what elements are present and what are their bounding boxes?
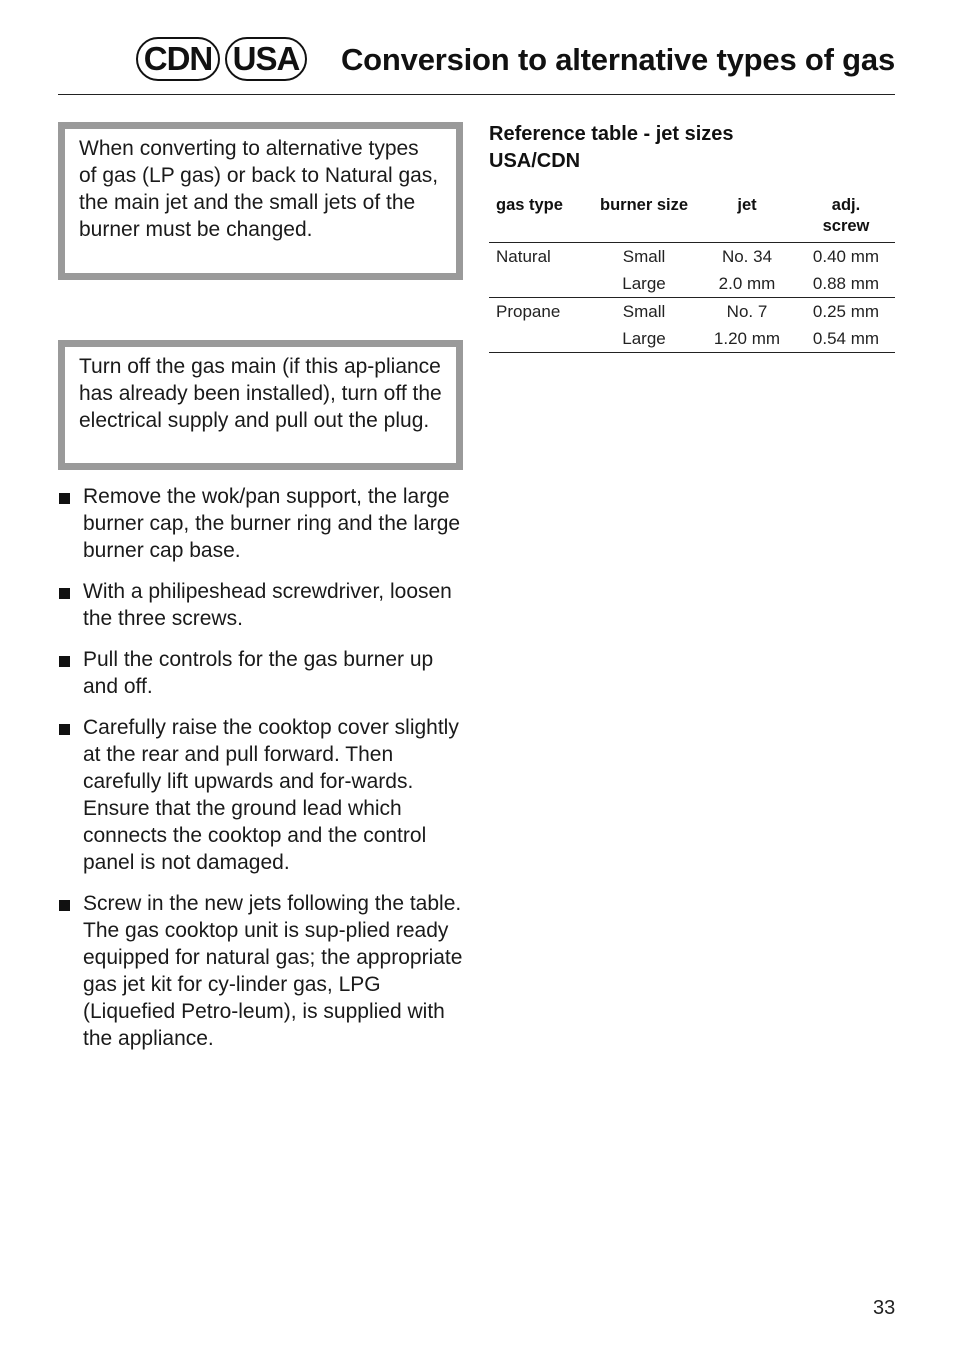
usa-badge: USA bbox=[225, 37, 307, 81]
adj-screw-cell: 0.40 mm bbox=[812, 247, 880, 266]
list-item bbox=[58, 578, 468, 632]
gas-type-cell bbox=[489, 270, 591, 298]
reference-table-title-line1: Reference table - jet sizes bbox=[489, 123, 734, 145]
gas-type-cell bbox=[489, 325, 591, 353]
burner-size-cell: Large bbox=[591, 270, 697, 298]
step-text: Carefully raise the cooktop cover slightly at the rear and pull forward. Then carefully lift upwards and for-wards. Ensure that the ground lead which connects the cooktop and the control panel is not damaged. bbox=[83, 716, 459, 874]
square-bullet-icon bbox=[59, 724, 70, 735]
list-item bbox=[58, 890, 468, 1052]
square-bullet-icon bbox=[59, 588, 70, 599]
square-bullet-icon bbox=[59, 900, 70, 911]
burner-size-cell: Small bbox=[622, 247, 666, 266]
step-text: With a philipeshead screwdriver, loosen the three screws. bbox=[83, 580, 452, 630]
adj-screw-header bbox=[797, 193, 895, 243]
burner-size-header: burner size bbox=[591, 193, 697, 243]
jet-header: jet bbox=[697, 193, 797, 243]
adj-screw-cell: 0.25 mm bbox=[812, 302, 880, 321]
page-title: Conversion to alternative types of gas bbox=[341, 42, 895, 77]
adj-screw-header-line1: adj. bbox=[831, 196, 861, 214]
page-number: 33 bbox=[873, 1297, 896, 1319]
table-row bbox=[489, 298, 895, 326]
step-text: Pull the controls for the gas burner up and off. bbox=[83, 648, 434, 698]
step-text: Remove the wok/pan support, the large burner cap, the burner ring and the large burner cap base. bbox=[83, 485, 461, 562]
list-item bbox=[58, 483, 468, 564]
adj-screw-cell: 0.54 mm bbox=[797, 325, 895, 353]
instruction-steps-list bbox=[58, 483, 468, 1066]
burner-size-cell: Large bbox=[591, 325, 697, 353]
square-bullet-icon bbox=[59, 656, 70, 667]
jet-cell: No. 7 bbox=[726, 302, 768, 321]
square-bullet-icon bbox=[59, 493, 70, 504]
list-item bbox=[58, 714, 468, 876]
jet-cell: 1.20 mm bbox=[697, 325, 797, 353]
reference-table-title-line2: USA/CDN bbox=[489, 150, 581, 172]
table-row bbox=[489, 270, 895, 298]
gas-type-header: gas type bbox=[489, 193, 591, 243]
jet-size-table bbox=[489, 193, 895, 353]
conversion-notice-box: When converting to alternative types of gas (LP gas) or back to Natural gas, the main jet and the small jets of the burner must be changed. bbox=[58, 122, 463, 280]
adj-screw-cell: 0.88 mm bbox=[797, 270, 895, 298]
page-header bbox=[58, 34, 895, 95]
adj-screw-header-line2: screw bbox=[822, 217, 870, 235]
table-row bbox=[489, 243, 895, 271]
list-item bbox=[58, 646, 468, 700]
burner-size-cell: Small bbox=[622, 302, 666, 321]
cdn-badge: CDN bbox=[136, 37, 220, 81]
safety-notice-box: Turn off the gas main (if this ap-pliance has already been installed), turn off the electrical supply and pull out the plug. bbox=[58, 340, 463, 470]
reference-table-title bbox=[489, 121, 734, 175]
jet-cell: 2.0 mm bbox=[697, 270, 797, 298]
gas-type-cell: Propane bbox=[496, 302, 561, 321]
table-row bbox=[489, 325, 895, 353]
table-header-row bbox=[489, 193, 895, 243]
gas-type-cell: Natural bbox=[496, 247, 551, 266]
step-text: Screw in the new jets following the table. The gas cooktop unit is sup-plied ready equipped for natural gas; the appropriate gas jet kit for cy-linder gas, LPG (Liquefied Petro-leum), is supplied with the appliance. bbox=[83, 892, 463, 1050]
jet-cell: No. 34 bbox=[721, 247, 773, 266]
